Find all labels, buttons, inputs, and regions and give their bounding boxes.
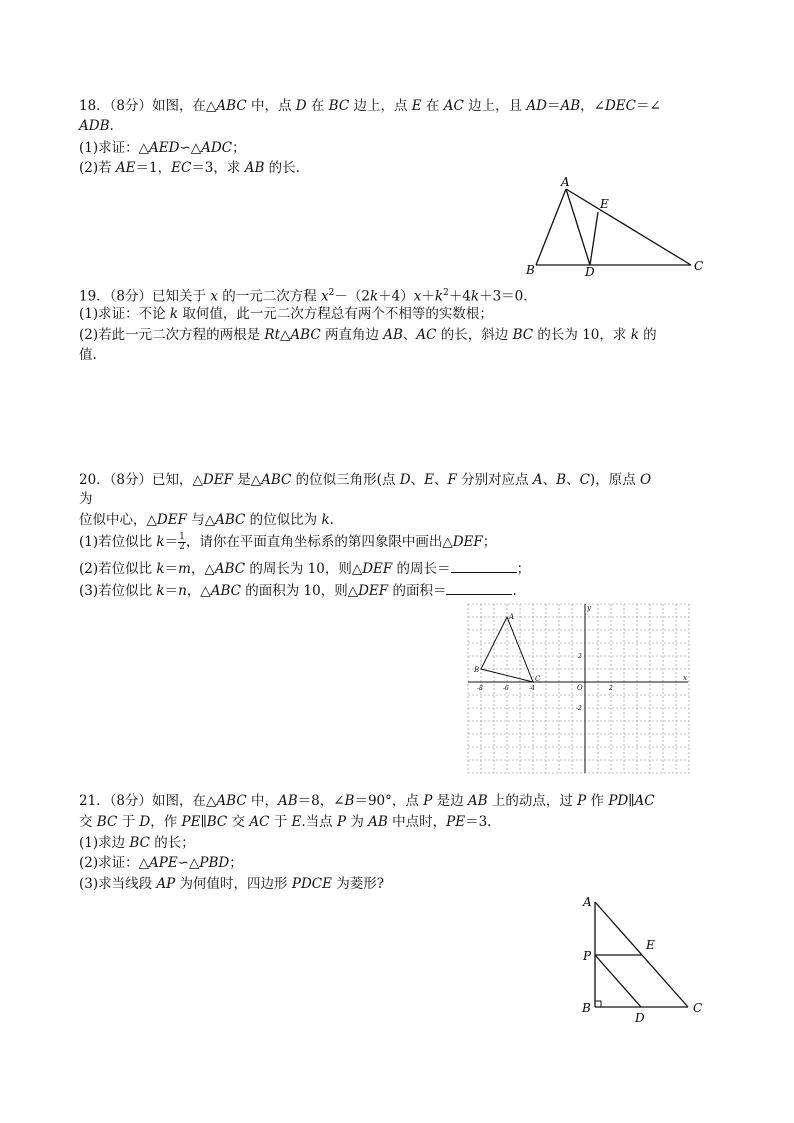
tick-label-x-neg6: -6: [503, 685, 509, 692]
q18-side-ac: [566, 189, 691, 265]
q20-stem-wrap: [79, 490, 93, 508]
q19-var: k: [369, 288, 379, 305]
q21-var: AP: [156, 876, 176, 892]
q20-part3-text: ＝: [164, 583, 179, 599]
q21-text: 中点时，: [387, 814, 447, 830]
q18-text: ＝: [547, 98, 561, 114]
q18-text: 边上，且: [463, 98, 527, 114]
q21-var: PDCE: [291, 876, 332, 892]
q18-part2-text: 的长.: [264, 160, 300, 176]
q20-part1-text: ；: [482, 534, 497, 550]
q18-var: D: [295, 98, 307, 114]
q18-var: BC: [328, 98, 350, 114]
fraction-denominator: 2: [179, 542, 185, 552]
q21-text: 中，: [246, 793, 278, 809]
q19-var: AC: [416, 327, 437, 343]
q19-part2-line2: [79, 346, 97, 364]
q21-var: BC: [96, 814, 118, 830]
q18-var: AD: [526, 98, 547, 114]
x-axis-label: x: [683, 674, 687, 682]
q18-segment-de: [590, 212, 598, 265]
q20-text: 为: [79, 491, 93, 507]
q21-text: 21．（8分）如图，在△: [79, 793, 217, 809]
q21-text: ∥: [200, 814, 207, 830]
q18-var: AB: [560, 98, 581, 114]
q19-part2-text: △: [280, 327, 291, 343]
q18-label-a: A: [561, 176, 570, 189]
q18-var: AE: [115, 160, 136, 176]
q18-label-c: C: [694, 259, 704, 273]
q21-label-p: P: [583, 949, 592, 963]
q18-label-b: B: [526, 263, 535, 277]
q20-part3-text: .: [512, 583, 517, 599]
q18-var: AED: [149, 140, 180, 156]
q21-var: P: [577, 793, 587, 809]
q21-var: P: [336, 814, 347, 830]
q20-part2-text: ，△: [190, 561, 215, 577]
q21-part2-text: ；: [229, 855, 243, 871]
q19-part1-text: (1)求证：不论: [79, 306, 170, 322]
q21-var: BC: [206, 814, 228, 830]
q19-var: Rt: [264, 327, 281, 343]
q20-part1-text: ，请你在平面直角坐标系的第四象限中画出△: [185, 534, 453, 550]
q18-side-ab: [536, 189, 566, 265]
q21-var: AC: [249, 814, 270, 830]
q20-text: 位似中心，△: [79, 512, 157, 528]
q20-var: ABC: [214, 561, 246, 577]
q19-var: k: [434, 288, 444, 305]
q20-part1: [79, 533, 496, 552]
q21-var: E: [291, 814, 302, 830]
q18-text: 中，点: [246, 98, 296, 114]
q21-stem-line2: [79, 813, 491, 831]
q20-text: 分别对应点: [456, 472, 533, 488]
origin-label: O: [577, 684, 583, 692]
q21-label-d: D: [635, 1011, 645, 1025]
q20-stem-line1: [79, 471, 651, 489]
q20-var: E: [424, 472, 434, 488]
q21-label-e: E: [646, 938, 655, 952]
q19-part2-text: 的: [638, 327, 657, 343]
q19-text: ＋3＝0.: [479, 288, 528, 305]
q18-text: ＝∠: [636, 98, 661, 114]
q18-text: 在: [421, 98, 444, 114]
q20-stem-line2: [79, 511, 334, 529]
q21-text: 上的动点，过: [487, 793, 578, 809]
q18-part1: [79, 139, 246, 157]
q20-part2-text: (2)若位似比: [79, 561, 157, 577]
q20-part1-text: (1)若位似比: [79, 534, 157, 550]
q21-part3-text: (3)求当线段: [79, 876, 157, 892]
q18-var: ADC: [201, 140, 233, 156]
q20-text: 的位似三角形(点: [291, 472, 400, 488]
q20-part2-text: 的周长为 10，则△: [245, 561, 363, 577]
q21-stem-line1: [79, 792, 655, 810]
q21-var: BC: [129, 835, 150, 851]
q18-part2-text: ＝3，求: [191, 160, 245, 176]
q21-triangle-figure: [575, 890, 715, 1025]
q19-part2-text: 的长，斜边: [436, 327, 513, 343]
q21-var: AC: [634, 793, 655, 809]
q20-coordinate-grid: [464, 600, 706, 786]
q20-part3-answer-blank[interactable]: [446, 581, 512, 595]
q21-var: B: [344, 793, 355, 809]
q19-text: 19．（8分）已知关于: [79, 288, 211, 305]
q18-var: ADB: [79, 118, 110, 134]
q20-var: B: [556, 472, 567, 488]
q19-part1: [79, 305, 493, 323]
q21-part1: [79, 834, 195, 852]
q21-label-c: C: [693, 1001, 703, 1015]
q20-part3: [79, 581, 517, 600]
q21-text: 交: [79, 814, 97, 830]
q20-text: 是△: [232, 472, 262, 488]
y-axis-label: y: [587, 604, 591, 612]
q21-var: AB: [368, 814, 388, 830]
q19-var: AB: [383, 327, 403, 343]
q18-part2-text: ＝1，: [135, 160, 172, 176]
q20-part1-text: ＝: [164, 534, 179, 550]
q18-var: E: [411, 98, 422, 114]
tick-label-y-neg2: -2: [576, 705, 582, 712]
q21-part2: [79, 854, 243, 872]
q19-part2-text: 两直角边: [320, 327, 384, 343]
q19-var: ABC: [290, 327, 321, 343]
q19-var: BC: [512, 327, 534, 343]
q20-part2-text: 的周长＝: [392, 561, 451, 577]
q19-exponent: 2: [443, 288, 449, 298]
q21-var: PE: [181, 814, 201, 830]
q18-part2-text: (2)若: [79, 160, 116, 176]
q18-part1-text: ∽△: [179, 140, 202, 156]
q19-var: k: [630, 327, 639, 343]
q21-part2-text: (2)求证：△: [79, 855, 150, 871]
q21-text: ＝90°，点: [354, 793, 424, 809]
tick-label-x-2: 2: [609, 685, 613, 692]
q20-var: O: [639, 472, 652, 488]
q21-var: AB: [277, 793, 298, 809]
q20-part3-text: ，△: [186, 583, 211, 599]
q21-label-b: B: [582, 1001, 591, 1015]
q18-triangle-figure: [520, 176, 710, 280]
q18-stem-line1: [79, 97, 661, 115]
q21-var: APE: [149, 855, 178, 871]
q20-text: .: [329, 512, 334, 528]
q19-part2-text: (2)若此一元二次方程的两根是: [79, 327, 265, 343]
q19-part1-text: 取何值，此一元二次方程总有两个不相等的实数根；: [178, 306, 493, 322]
q19-part2-text: 、: [402, 327, 417, 343]
q19-text: ＋: [421, 288, 435, 305]
q19-var: k: [470, 288, 480, 305]
q21-text: ，作: [150, 814, 182, 830]
q20-part3-text: (3)若位似比: [79, 583, 157, 599]
q20-var: D: [399, 472, 411, 488]
point-label-b: B: [474, 666, 480, 674]
q20-var: A: [532, 472, 543, 488]
q18-segment-ad: [566, 189, 590, 265]
q21-var: PD: [608, 793, 629, 809]
q21-var: AB: [467, 793, 488, 809]
q18-text: 在: [306, 98, 329, 114]
q20-part2: [79, 559, 530, 578]
q21-text: ∥: [628, 793, 635, 809]
q19-text: －（2: [334, 288, 370, 305]
q18-part1-text: (1)求证：△: [79, 140, 150, 156]
q21-label-a: A: [583, 895, 592, 909]
q19-text: ＋4: [448, 288, 471, 305]
q20-part2-text: ；: [516, 561, 531, 577]
q18-var: AC: [443, 98, 464, 114]
q21-var: D: [139, 814, 151, 830]
q20-text: 的位似比为: [245, 512, 322, 528]
q19-var: k: [169, 306, 179, 322]
tick-label-x-neg4: -4: [529, 685, 535, 692]
q20-text: 、: [566, 472, 580, 488]
q19-part2-text: 值.: [79, 347, 97, 363]
q21-text: 于: [117, 814, 140, 830]
q20-var: m: [178, 561, 191, 577]
q19-stem: [79, 284, 528, 306]
q20-var: DEF: [452, 534, 483, 550]
q19-part2-line1: [79, 326, 657, 344]
q20-part3-text: 的面积＝: [388, 583, 447, 599]
q21-part1-text: (1)求边: [79, 835, 130, 851]
point-label-a: A: [509, 613, 515, 621]
q20-var: DEF: [362, 561, 393, 577]
q18-var: EC: [171, 160, 192, 176]
q21-var: PBD: [199, 855, 230, 871]
q18-var: ABC: [216, 98, 247, 114]
q20-text: 与△: [186, 512, 216, 528]
q20-text: )，原点: [589, 472, 640, 488]
q21-text: 为: [346, 814, 369, 830]
q21-text: 交: [227, 814, 250, 830]
q21-part3-text: 为菱形?: [331, 876, 384, 892]
q21-var: ABC: [216, 793, 247, 809]
q21-part3: [79, 875, 384, 893]
q20-text: 20．（8分）已知，△: [79, 472, 203, 488]
q18-part2: [79, 159, 300, 177]
q18-text: ，∠: [580, 98, 605, 114]
q20-var: k: [156, 561, 165, 577]
q19-text: ＋4）: [378, 288, 414, 305]
q19-var: x: [321, 288, 329, 305]
q21-text: ＝3.: [465, 814, 492, 830]
point-label-c: C: [535, 675, 541, 683]
tick-label-y-2: 2: [578, 653, 582, 660]
q20-var: C: [579, 472, 590, 488]
q18-var: DEC: [604, 98, 636, 114]
q20-var: k: [321, 512, 330, 528]
q19-exponent: 2: [328, 288, 335, 298]
q19-text: 的一元二次方程: [217, 288, 322, 305]
q18-label-e: E: [600, 197, 609, 211]
q18-stem-line2: [79, 117, 114, 135]
q20-part3-text: 的面积为 10，则△: [240, 583, 359, 599]
q20-var: ABC: [261, 472, 292, 488]
q21-part3-text: 为何值时，四边形: [175, 876, 292, 892]
q20-part2-text: ＝: [164, 561, 179, 577]
q18-part1-text: ；: [232, 140, 246, 156]
q20-var: n: [178, 583, 187, 599]
q21-right-angle-mark: [595, 1001, 601, 1007]
q21-part2-text: ∽△: [177, 855, 200, 871]
q20-var: F: [447, 472, 457, 488]
q21-segment-pd: [595, 955, 641, 1007]
q20-var: ABC: [215, 512, 246, 528]
q21-text: .当点: [301, 814, 337, 830]
q19-var: x: [413, 288, 422, 305]
q21-text: 是边: [432, 793, 468, 809]
q18-text: .: [109, 118, 114, 134]
q21-text: 作: [586, 793, 609, 809]
q18-var: AB: [244, 160, 265, 176]
q21-text: ＝8，∠: [297, 793, 345, 809]
q20-var: k: [156, 534, 165, 550]
q20-var: ABC: [210, 583, 241, 599]
tick-label-x-neg8: -8: [477, 685, 483, 692]
q20-text: 、: [542, 472, 557, 488]
q20-var: k: [156, 583, 165, 599]
q20-var: DEF: [156, 512, 187, 528]
q20-var: DEF: [358, 583, 389, 599]
q19-part2-text: 的长为 10，求: [533, 327, 631, 343]
q20-var: DEF: [202, 472, 233, 488]
q18-text: 18．（8分）如图，在△: [79, 98, 217, 114]
q20-text: 、: [433, 472, 448, 488]
q20-text: 、: [410, 472, 425, 488]
fraction-numerator: 1: [179, 532, 185, 542]
q19-var: x: [210, 288, 218, 305]
q18-text: 边上，点: [349, 98, 412, 114]
q21-text: 于: [269, 814, 292, 830]
q21-var: PE: [446, 814, 466, 830]
q20-fraction-one-half: [178, 533, 186, 552]
q20-part2-answer-blank[interactable]: [451, 559, 517, 573]
q21-var: P: [423, 793, 433, 809]
q21-part1-text: 的长；: [149, 835, 195, 851]
q18-label-d: D: [585, 265, 595, 279]
